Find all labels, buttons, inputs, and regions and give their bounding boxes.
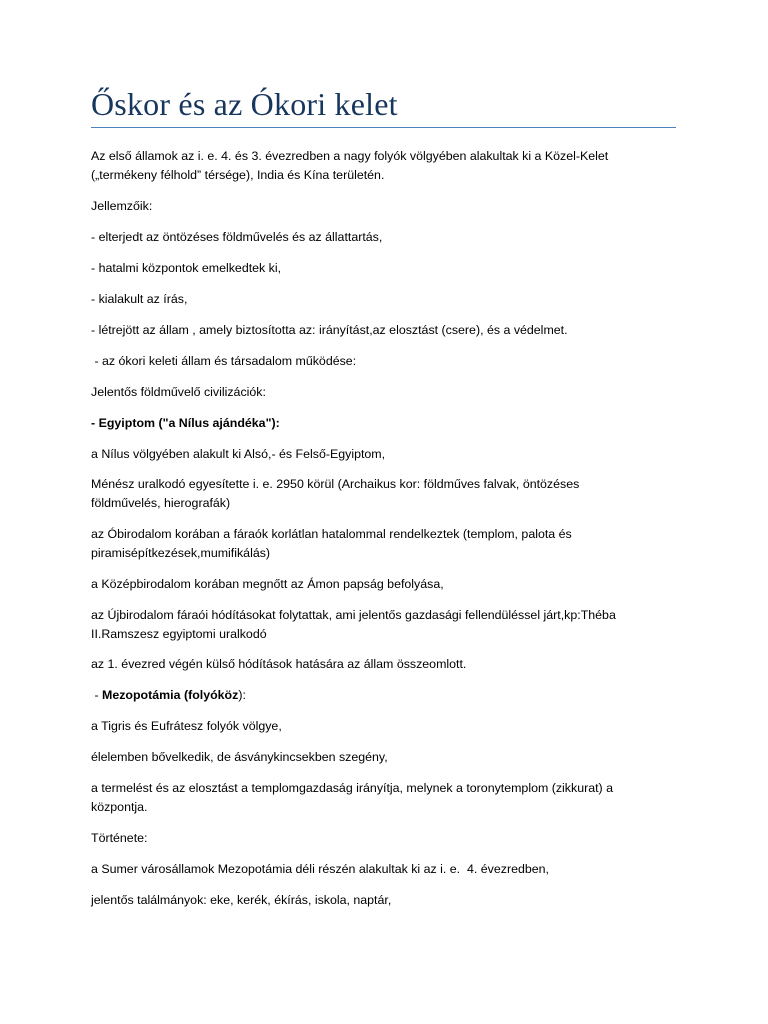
text-line: az 1. évezred végén külső hódítások hatására az állam összeomlott. — [91, 657, 467, 671]
text-line: földművelés, hierografák) — [91, 495, 231, 510]
text-line: („termékeny félhold” térsége), India és Kína területén. — [91, 167, 385, 182]
list-item — [91, 321, 681, 340]
heading-prefix: - — [91, 688, 103, 702]
text-line: II.Ramszesz egyiptomi uralkodó — [91, 626, 267, 641]
text-line: - kialakult az írás, — [91, 292, 188, 306]
paragraph — [91, 717, 681, 736]
text-line: Ménész uralkodó egyesítette i. e. 2950 körül (Archaikus kor: földműves falvak, öntözéses — [91, 477, 580, 491]
text-line — [91, 686, 681, 705]
paragraph-features-heading — [91, 197, 681, 216]
section-heading-mesopotamia — [91, 686, 681, 705]
text-line: a Sumer városállamok Mezopotámia déli részén alakultak ki az i. e. 4. évezredben, — [91, 862, 549, 876]
text-line: - hatalmi központok emelkedtek ki, — [91, 261, 282, 275]
text-line: a Nílus völgyében alakult ki Alsó,- és Felső-Egyiptom, — [91, 447, 386, 461]
text-line: - elterjedt az öntözéses földművelés és az állattartás, — [91, 230, 383, 244]
paragraph — [91, 525, 681, 562]
text-line — [91, 414, 681, 433]
paragraph-history-heading — [91, 829, 681, 848]
paragraph — [91, 860, 681, 879]
list-item — [91, 259, 681, 278]
text-line: az Újbirodalom fáraói hódításokat folytattak, ami jelentős gazdasági fellendüléssel járt,kp:Théba — [91, 608, 616, 622]
paragraph — [91, 445, 681, 464]
list-item — [91, 228, 681, 247]
paragraph — [91, 575, 681, 594]
paragraph-intro — [91, 147, 681, 184]
paragraph-civilizations-heading — [91, 383, 681, 402]
text-line: - létrejött az állam , amely biztosította az: irányítást,az elosztást (csere), és a védelmet. — [91, 323, 568, 337]
text-line: központja. — [91, 799, 148, 814]
text-line: - az ókori keleti állam és társadalom működése: — [91, 354, 357, 368]
document-title: Őskor és az Ókori kelet — [91, 86, 398, 122]
text-line: Jellemzőik: — [91, 199, 153, 213]
paragraph — [91, 655, 681, 674]
list-item — [91, 290, 681, 309]
heading-suffix: ): — [238, 688, 246, 702]
heading-label: Egyiptom ("a Nílus ajándéka"): — [98, 416, 280, 430]
text-line: a Középbirodalom korában megnőtt az Ámon papság befolyása, — [91, 577, 444, 591]
text-line: Jelentős földművelő civilizációk: — [91, 385, 266, 399]
text-line: Története: — [91, 831, 148, 845]
text-line: a termelést és az elosztást a templomgazdaság irányítja, melynek a toronytemplom (zikkurat) a — [91, 781, 614, 795]
heading-label: Mezopotámia (folyóköz — [102, 688, 239, 702]
title-underline-rule — [91, 127, 676, 128]
text-line: élelemben bővelkedik, de ásványkincsekben szegény, — [91, 750, 388, 764]
paragraph — [91, 475, 681, 512]
paragraph — [91, 748, 681, 767]
paragraph — [91, 779, 681, 816]
paragraph — [91, 606, 681, 643]
text-line: Az első államok az i. e. 4. és 3. évezredben a nagy folyók völgyében alakultak ki a Közel-Kelet — [91, 149, 609, 163]
text-line: jelentős találmányok: eke, kerék, ékírás, iskola, naptár, — [91, 893, 392, 907]
list-item — [91, 352, 681, 371]
heading-prefix: - — [91, 416, 99, 430]
text-line: az Óbirodalom korában a fáraók korlátlan hatalommal rendelkeztek (templom, palota és — [91, 527, 572, 541]
heading-bold-text — [91, 416, 280, 430]
section-heading-egypt — [91, 414, 681, 433]
text-line: a Tigris és Eufrátesz folyók völgye, — [91, 719, 282, 733]
text-line: piramisépítkezések,mumifikálás) — [91, 545, 271, 560]
paragraph — [91, 891, 681, 910]
